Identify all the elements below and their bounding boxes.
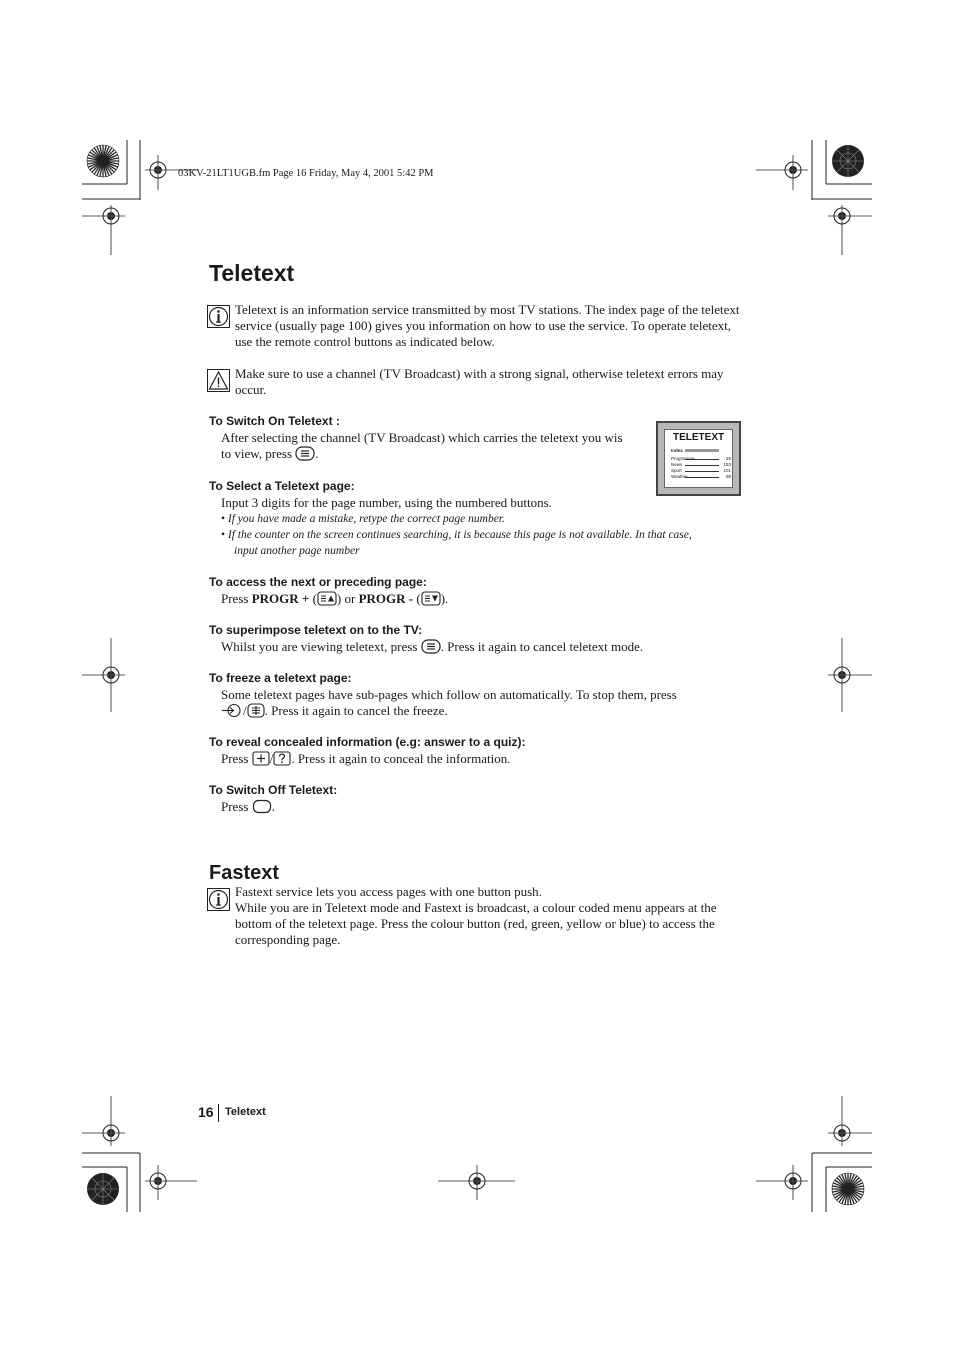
teletext-screen-row-line (685, 471, 719, 472)
input-hold-icon (221, 703, 243, 718)
teletext-screen-row-line (685, 459, 719, 460)
teletext-screen-row (671, 448, 731, 453)
teletext-screen-illustration (656, 421, 741, 496)
next-page-heading: To access the next or preceding page: (209, 575, 427, 589)
note-text: If the counter on the screen continues searching, it is because this page is not available. In that case, (227, 529, 692, 541)
teletext-screen-index-bar (685, 449, 719, 452)
file-info: 03KV-21LT1UGB.fm Page 16 Friday, May 4, 2001 5:42 PM (178, 168, 434, 179)
superimpose-prefix: Whilst you are viewing teletext, press (221, 639, 418, 654)
teletext-screen (664, 429, 733, 488)
select-page-note-1 (221, 511, 505, 527)
teletext-screen-row-label: Weather (671, 474, 688, 479)
teletext-screen-title: TELETEXT (673, 432, 725, 443)
reveal-text: Press / . Press it again to conceal the information. (221, 751, 511, 766)
info-icon (207, 305, 230, 328)
teletext-screen-row (671, 474, 731, 479)
reveal-prefix: Press (221, 751, 249, 766)
warning-icon (207, 369, 230, 392)
next-page-text: Press PROGR + ( ) or PROGR - ( ). (221, 591, 449, 606)
page-down-button-icon (421, 591, 441, 606)
footer-divider (218, 1104, 219, 1122)
select-page-note-2-cont: input another page number (234, 545, 360, 557)
hold-button-icon (247, 703, 265, 718)
progr-plus-label: PROGR + (251, 591, 310, 606)
reveal-heading: To reveal concealed information (e.g: answer to a quiz): (209, 735, 526, 749)
tv-button-icon (252, 799, 272, 814)
freeze-suffix: . Press it again to cancel the freeze. (264, 703, 448, 718)
page-up-button-icon (317, 591, 337, 606)
note-text: If you have made a mistake, retype the correct page number. (227, 513, 505, 525)
page-number: 16 (198, 1104, 214, 1120)
select-page-heading: To Select a Teletext page: (209, 479, 355, 493)
reveal-question-icon (273, 751, 291, 766)
press-text: Press (221, 591, 249, 606)
switch-off-suffix: . (271, 799, 275, 814)
teletext-screen-row (671, 456, 731, 461)
teletext-warning: Make sure to use a channel (TV Broadcast) with a strong signal, otherwise teletext errors may occur. (235, 366, 724, 397)
progr-minus-label: PROGR - (358, 591, 414, 606)
superimpose-heading: To superimpose teletext on to the TV: (209, 623, 423, 637)
or-text: or (344, 591, 356, 606)
superimpose-text (221, 639, 643, 655)
teletext-screen-row-label: News (671, 462, 683, 467)
teletext-screen-row-label: Programme (671, 456, 695, 461)
teletext-screen-row-num: 153 (723, 462, 731, 467)
switch-on-line1: After selecting the channel (TV Broadcast) which carries the teletext you wis (221, 430, 623, 445)
fastext-line2: While you are in Teletext mode and Fastext is broadcast, a colour coded menu appears at the bottom of the teletext page. Press the colour button (red, green, yellow or blue) to access the corresponding page. (235, 900, 717, 947)
teletext-screen-row-line (685, 477, 719, 478)
fastext-line1: Fastext service lets you access pages with one button push. (235, 884, 542, 899)
bullet: • (221, 529, 226, 541)
switch-on-line2 (221, 446, 319, 462)
reveal-suffix: . Press it again to conceal the information. (291, 751, 511, 766)
switch-off-text (221, 799, 275, 815)
switch-off-prefix: Press (221, 799, 249, 814)
teletext-screen-row-num: 25 (725, 456, 731, 461)
teletext-screen-row-label: Index (671, 448, 683, 453)
teletext-screen-row-num: 98 (725, 474, 731, 479)
reveal-plus-icon (252, 751, 270, 766)
teletext-screen-row-num: 101 (723, 468, 731, 473)
page-title: Teletext (209, 260, 295, 286)
switch-off-heading: To Switch Off Teletext: (209, 783, 338, 797)
teletext-button-icon (295, 446, 315, 461)
superimpose-suffix: . Press it again to cancel teletext mode. (440, 639, 644, 654)
switch-on-period: . (315, 446, 319, 461)
teletext-screen-row-line (685, 465, 719, 466)
info-icon (207, 888, 230, 911)
bullet: • (221, 513, 226, 525)
freeze-line1: Some teletext pages have sub-pages which follow on automatically. To stop them, press (221, 687, 677, 702)
teletext-intro: Teletext is an information service transmitted by most TV stations. The index page of the teletext service (usually page 100) gives you information on how to use the service. To operate teletext, use the remote control buttons as indicated below. (235, 302, 740, 349)
freeze-line2: / . Press it again to cancel the freeze. (221, 703, 448, 719)
fastext-title: Fastext (209, 862, 280, 884)
select-page-note-2 (221, 527, 692, 543)
teletext-button-icon (421, 639, 441, 654)
freeze-heading: To freeze a teletext page: (209, 671, 352, 685)
switch-on-heading: To Switch On Teletext : (209, 414, 340, 428)
teletext-screen-row (671, 468, 731, 473)
switch-on-press-text: to view, press (221, 446, 293, 461)
teletext-screen-row-label: Sport (671, 468, 682, 473)
select-page-text: Input 3 digits for the page number, using the numbered buttons. (221, 495, 552, 510)
footer-section-label: Teletext (225, 1106, 266, 1118)
teletext-screen-row (671, 462, 731, 467)
